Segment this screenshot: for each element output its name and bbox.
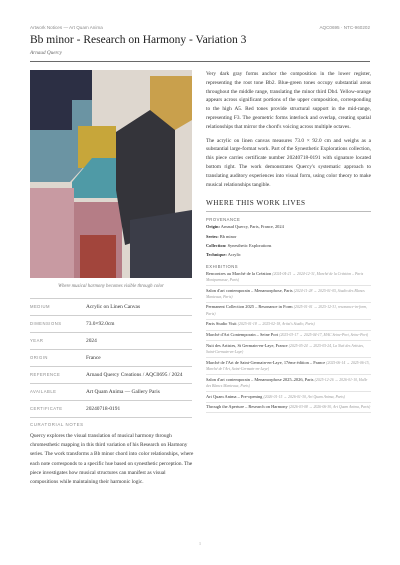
right-column [206, 70, 371, 413]
artwork-image [30, 70, 192, 278]
provenance-value: Acrylic [227, 251, 241, 257]
spec-row-available [30, 383, 192, 400]
spec-value: 20240718-0191 [86, 406, 121, 412]
provenance-heading: PROVENANCE [206, 217, 241, 223]
spec-value: 2024 [86, 338, 97, 344]
exhibition-item [206, 358, 371, 375]
spec-row-certificate [30, 400, 192, 418]
exhibition-detail: (2026-01-15 → 2026-01-30, Art Quam Anima, Paris) [263, 394, 345, 399]
spec-row-medium [30, 298, 192, 315]
exhibition-detail: (2025-12-26 → 2026-01-10, Halle des Blancs Manteaux, Paris) [206, 377, 368, 388]
artist-name: Arnaud Quercy [30, 50, 62, 56]
exhibition-name: Permanent Collection 2025 – Resonance in Form [206, 304, 293, 310]
curatorial-heading: CURATORIAL NOTES [30, 422, 84, 427]
description-paragraph: Very dark gray forms anchor the composition in the lower register, representing the root tone Bb2. Blue-green tones occupy substantial areas throughout the middle range, translating the minor third Db4. Yellow-orange appears across significant portions of the upper composition, corresponding to the high A5. Red tones provide structural support in the mid-range, representing F3. The geometric forms interlock and overlap, creating spatial relationships that mirror the chord's voicing across multiple octaves. [206, 71, 371, 130]
provenance-collection [206, 241, 371, 250]
spec-row-origin [30, 349, 192, 366]
exhibition-item [206, 392, 371, 403]
specs-table [30, 298, 192, 418]
where-heading: WHERE THIS WORK LIVES [206, 199, 371, 212]
exhibition-detail: (2025-03-17 → 2025-04-17, MAC Seine-Port, Seine-Port) [279, 333, 369, 338]
provenance-value: Arnaud Quercy, Paris, France, 2024 [220, 224, 284, 230]
exhibition-item [206, 269, 371, 286]
spec-value: Art Quam Anima — Gallery Paris [86, 389, 160, 395]
art-dark-gray-lower-right [130, 210, 192, 278]
exhibition-name: Salon d'art contemporain – Menamorphose, Paris [206, 287, 293, 293]
description-paragraph: The acrylic on linen canvas measures 73.0 × 92.0 cm and weighs as a substantial large-format work. Part of the Synesthetic Explorations collection, this piece carries certificate number 20240718-0191 with signature located bottom right. The work demonstrates Quercy's systematic approach to translating auditory experiences into visual form, using color theory to make musical relationships tangible. [206, 137, 371, 188]
spec-row-year [30, 332, 192, 349]
exhibition-detail: (2026-03-08 → 2026-06-30, Art Quam Anima, Paris) [288, 405, 371, 410]
spec-value: 73.0×92.0cm [86, 321, 115, 327]
spec-value: Arnaud Quercy Creations / AQC0695 / 2024 [86, 372, 183, 378]
spec-value: France [86, 355, 101, 361]
curatorial-text: Quercy explores the visual translation of musical harmony through chromesthetic mapping in this third variation of his Research on Harmony series. The work transforms a Bb minor chord into color relationships, where each note corresponds to a specific hue based on synesthetic perception. The piece investigates how musical structures can manifest as visual compositions while maintaining their harmonic logic. [30, 433, 194, 486]
exhibition-name: Nuit des Artistes, St Germain-en-Laye, France [206, 342, 288, 348]
exhibition-item [206, 320, 371, 331]
provenance-label: Technique: [206, 251, 227, 257]
page-title: Bb minor - Research on Harmony - Variation 3 [30, 34, 247, 46]
provenance-label: Origin: [206, 224, 220, 230]
spec-label: ORIGIN [30, 355, 48, 360]
exhibition-item [206, 331, 371, 342]
exhibition-detail: (2025-05-24 → 2025-05-24, La Nuit des Artistes, Saint-Germain-en-Laye) [206, 343, 364, 354]
provenance-value: Synesthetic Explorations [227, 242, 272, 248]
exhibition-name: Paris Studio Visit [206, 321, 237, 327]
spec-row-dimensions [30, 315, 192, 332]
spec-row-reference [30, 366, 192, 383]
exhibition-name: Art Quam Anima – Pre-opening [206, 393, 263, 399]
spec-label: REFERENCE [30, 372, 61, 377]
exhibition-item [206, 286, 371, 303]
exhibition-name: Salon d'art contemporain – Menamorphose 2025–2026, Paris [206, 376, 314, 382]
exhibition-name: Marché d'Art Contemporain – Seine Port [206, 332, 279, 338]
exhibition-detail: (2025-01-18 → 2025-02-18, Artist's Studio, Paris) [237, 322, 315, 327]
header-reference: AQC0695 · NTC-960202 [319, 25, 370, 30]
exhibition-item [206, 341, 371, 358]
spec-label: MEDIUM [30, 304, 50, 309]
exhibition-name: Marché de l'Art de Saint-Germain-en-Laye, 17ème édition – France [206, 359, 326, 365]
spec-label: AVAILABLE [30, 389, 57, 394]
header-publisher: Artwork Notices — Art Quam Anima [30, 25, 103, 30]
spec-value: Acrylic on Linen Canvas [86, 304, 141, 310]
provenance-value: Bb minor [219, 233, 237, 239]
exhibition-detail: (2025-06-14 → 2025-06-15, Marché de l'Art, Saint-Germain-en-Laye) [206, 360, 370, 371]
page-number: 1 [198, 541, 202, 546]
exhibitions-heading: EXHIBITIONS [206, 264, 239, 270]
provenance-origin [206, 222, 371, 231]
provenance-label: Series: [206, 233, 219, 239]
spec-label: DIMENSIONS [30, 321, 62, 326]
artwork-painting [30, 70, 192, 278]
art-pink-left [30, 188, 74, 278]
exhibition-detail: (2024-11-28 → 2025-01-05, Studio des Blancs Manteaux, Paris) [206, 288, 365, 299]
spec-label: YEAR [30, 338, 44, 343]
provenance-series [206, 232, 371, 241]
exhibition-detail: (2024-04-21 → 2024-12-31, Marché de la Création – Paris Montparnasse, Paris) [206, 271, 364, 282]
exhibition-detail: (2025-01-01 → 2025-12-31, resonance-in-form, Paris) [206, 305, 368, 316]
exhibition-name: Through the Aperture – Research on Harmony [206, 404, 288, 410]
artwork-caption: Where musical harmony becomes visible through color [58, 284, 164, 289]
art-rust-bottom [80, 235, 116, 278]
exhibition-item [206, 403, 371, 414]
exhibition-item [206, 375, 371, 392]
exhibition-name: Rencontres au Marché de la Création [206, 270, 272, 276]
spec-label: CERTIFICATE [30, 406, 63, 411]
provenance-label: Collection: [206, 242, 227, 248]
page-header [30, 25, 370, 30]
provenance-technique [206, 250, 371, 259]
title-divider [30, 61, 370, 62]
exhibition-item [206, 303, 371, 320]
